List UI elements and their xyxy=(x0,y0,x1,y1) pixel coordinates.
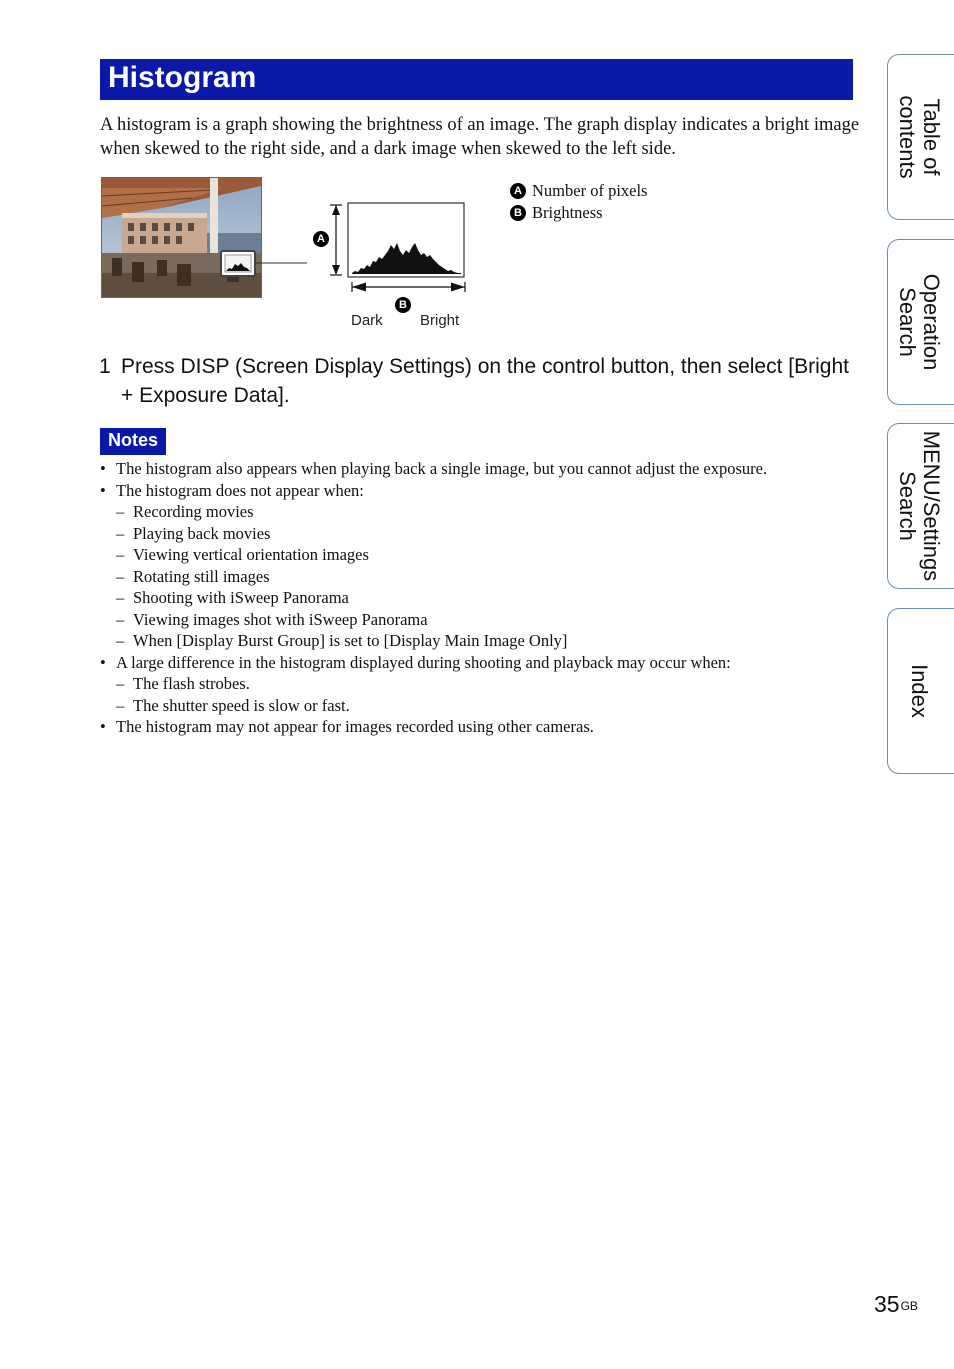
dash-marker: – xyxy=(116,674,125,693)
legend-text: Number of pixels xyxy=(532,181,648,200)
dash-marker: – xyxy=(116,523,125,543)
badge-a-icon: A xyxy=(510,183,526,199)
dash-marker: – xyxy=(116,588,125,607)
tab-menu-settings-search[interactable] xyxy=(887,423,954,589)
note-text: Playing back movies xyxy=(133,523,271,543)
tab-label: Index xyxy=(907,664,932,718)
note-subitem xyxy=(100,523,860,545)
note-text: Shooting with iSweep Panorama xyxy=(133,588,349,607)
note-item xyxy=(100,458,860,480)
step-number: 1 xyxy=(99,355,111,378)
bullet-marker: • xyxy=(100,652,106,672)
bullet-marker: • xyxy=(100,459,106,478)
tab-index[interactable] xyxy=(887,608,954,774)
tab-table-of-contents[interactable] xyxy=(887,54,954,220)
dash-marker: – xyxy=(116,566,125,586)
badge-a-icon: A xyxy=(313,231,329,247)
instruction-step xyxy=(99,352,859,410)
example-photo-illustration xyxy=(102,178,261,297)
dark-label: Dark xyxy=(351,312,383,329)
note-subitem xyxy=(100,630,860,652)
notes-heading: Notes xyxy=(100,428,166,455)
page-number-suffix: GB xyxy=(900,1299,918,1313)
dash-marker: – xyxy=(116,545,125,564)
dash-marker: – xyxy=(116,609,125,629)
bullet-marker: • xyxy=(100,480,106,500)
note-subitem xyxy=(100,587,860,609)
note-subitem xyxy=(100,673,860,695)
page-number-value: 35 xyxy=(874,1291,900,1317)
notes-list xyxy=(100,458,860,738)
diagram-legend xyxy=(510,180,647,224)
step-text: Press DISP (Screen Display Settings) on the control button, then select [Bright + Exposure Data]. xyxy=(121,355,849,407)
note-text: The shutter speed is slow or fast. xyxy=(133,695,350,715)
note-text: The flash strobes. xyxy=(133,674,250,693)
dash-marker: – xyxy=(116,502,125,521)
page-number xyxy=(874,1290,918,1318)
note-item xyxy=(100,652,860,674)
legend-item xyxy=(510,202,647,224)
note-text: Recording movies xyxy=(133,502,254,521)
legend-text: Brightness xyxy=(532,203,603,222)
note-text: Viewing images shot with iSweep Panorama xyxy=(133,609,428,629)
note-subitem xyxy=(100,501,860,523)
note-subitem xyxy=(100,566,860,588)
tab-operation-search[interactable] xyxy=(887,239,954,405)
intro-paragraph: A histogram is a graph showing the brightness of an image. The graph display indicates a bright image when skewed to the right side, and a dark image when skewed to the left side. xyxy=(100,115,860,159)
legend-item xyxy=(510,180,647,202)
note-text: When [Display Burst Group] is set to [Display Main Image Only] xyxy=(133,631,568,650)
example-photo xyxy=(101,177,262,298)
note-subitem xyxy=(100,609,860,631)
note-text: The histogram does not appear when: xyxy=(116,480,364,500)
note-item xyxy=(100,480,860,502)
tab-label: MENU/Settings Search xyxy=(895,430,944,582)
note-text: Viewing vertical orientation images xyxy=(133,545,369,564)
note-text: The histogram also appears when playing back a single image, but you cannot adjust the exposure. xyxy=(116,459,768,478)
note-item xyxy=(100,716,860,738)
badge-b-icon: B xyxy=(510,205,526,221)
tab-label: Table of contents xyxy=(895,95,944,179)
badge-b-icon: B xyxy=(395,297,411,313)
note-text: Rotating still images xyxy=(133,566,270,586)
dash-marker: – xyxy=(116,631,125,650)
histogram-diagram xyxy=(255,195,475,335)
note-subitem xyxy=(100,695,860,717)
dash-marker: – xyxy=(116,695,125,715)
bullet-marker: • xyxy=(100,717,106,736)
bright-label: Bright xyxy=(420,312,460,329)
page-title: Histogram xyxy=(108,61,257,94)
tab-label: Operation Search xyxy=(895,273,944,371)
note-text: A large difference in the histogram displayed during shooting and playback may occur when: xyxy=(116,652,731,672)
note-text: The histogram may not appear for images recorded using other cameras. xyxy=(116,717,594,736)
note-subitem xyxy=(100,544,860,566)
section-title-bar xyxy=(100,59,853,100)
